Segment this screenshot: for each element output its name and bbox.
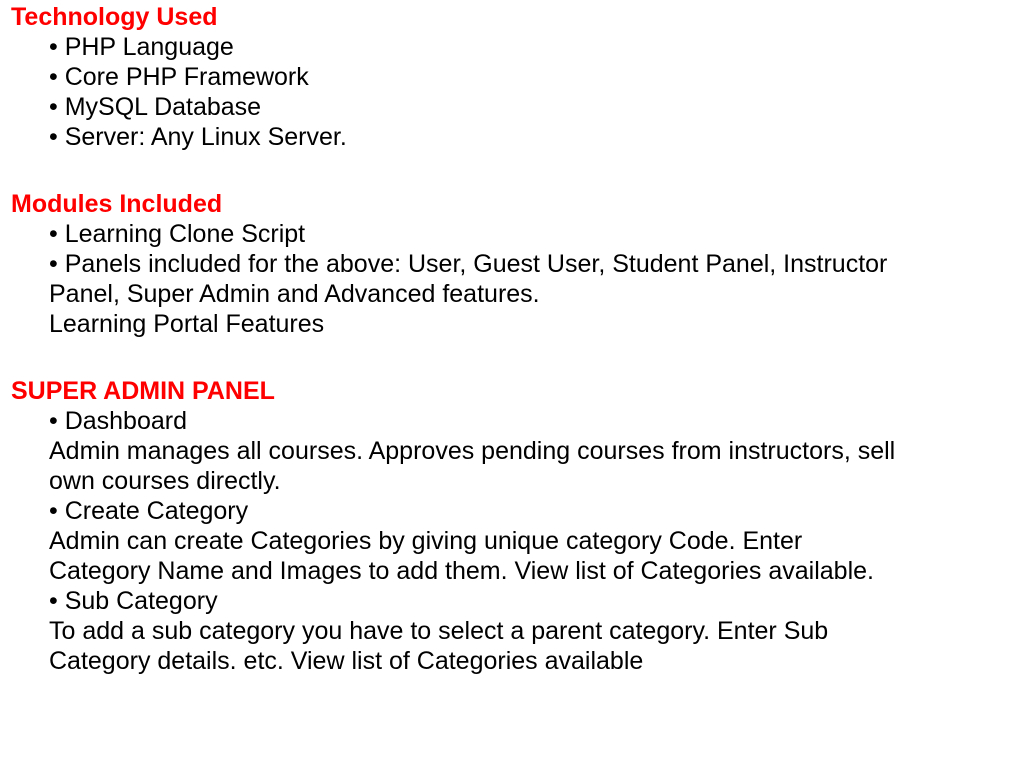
slide-content — [11, 2, 1016, 676]
technology-item-php: • PHP Language — [49, 33, 234, 61]
super-admin-line-sub-category-desc: To add a sub category you have to select a parent category. Enter Sub — [49, 617, 829, 645]
super-admin-line-sub-category: • Sub Category — [49, 587, 218, 615]
super-admin-line-dashboard-desc-cont: own courses directly. — [49, 467, 281, 495]
modules-heading: Modules Included — [11, 190, 223, 218]
modules-line-panels-continued: Panel, Super Admin and Advanced features. — [49, 280, 540, 308]
section-spacer — [11, 152, 1016, 189]
modules-line-clone-script: • Learning Clone Script — [49, 220, 306, 248]
super-admin-line-create-category: • Create Category — [49, 497, 249, 525]
modules-line-portal-features: Learning Portal Features — [49, 310, 325, 338]
modules-line-panels: • Panels included for the above: User, Guest User, Student Panel, Instructor — [49, 250, 888, 278]
technology-item-server: • Server: Any Linux Server. — [49, 123, 347, 151]
section-spacer — [11, 339, 1016, 376]
technology-item-database: • MySQL Database — [49, 93, 262, 121]
super-admin-line-create-category-desc-cont: Category Name and Images to add them. View list of Categories available. — [49, 557, 874, 585]
super-admin-heading: SUPER ADMIN PANEL — [11, 377, 275, 405]
super-admin-line-sub-category-desc-cont: Category details. etc. View list of Categories available — [49, 647, 644, 675]
technology-heading: Technology Used — [11, 3, 218, 31]
super-admin-line-dashboard-desc: Admin manages all courses. Approves pending courses from instructors, sell — [49, 437, 896, 465]
super-admin-line-dashboard: • Dashboard — [49, 407, 188, 435]
technology-item-framework: • Core PHP Framework — [49, 63, 309, 91]
super-admin-line-create-category-desc: Admin can create Categories by giving unique category Code. Enter — [49, 527, 803, 555]
